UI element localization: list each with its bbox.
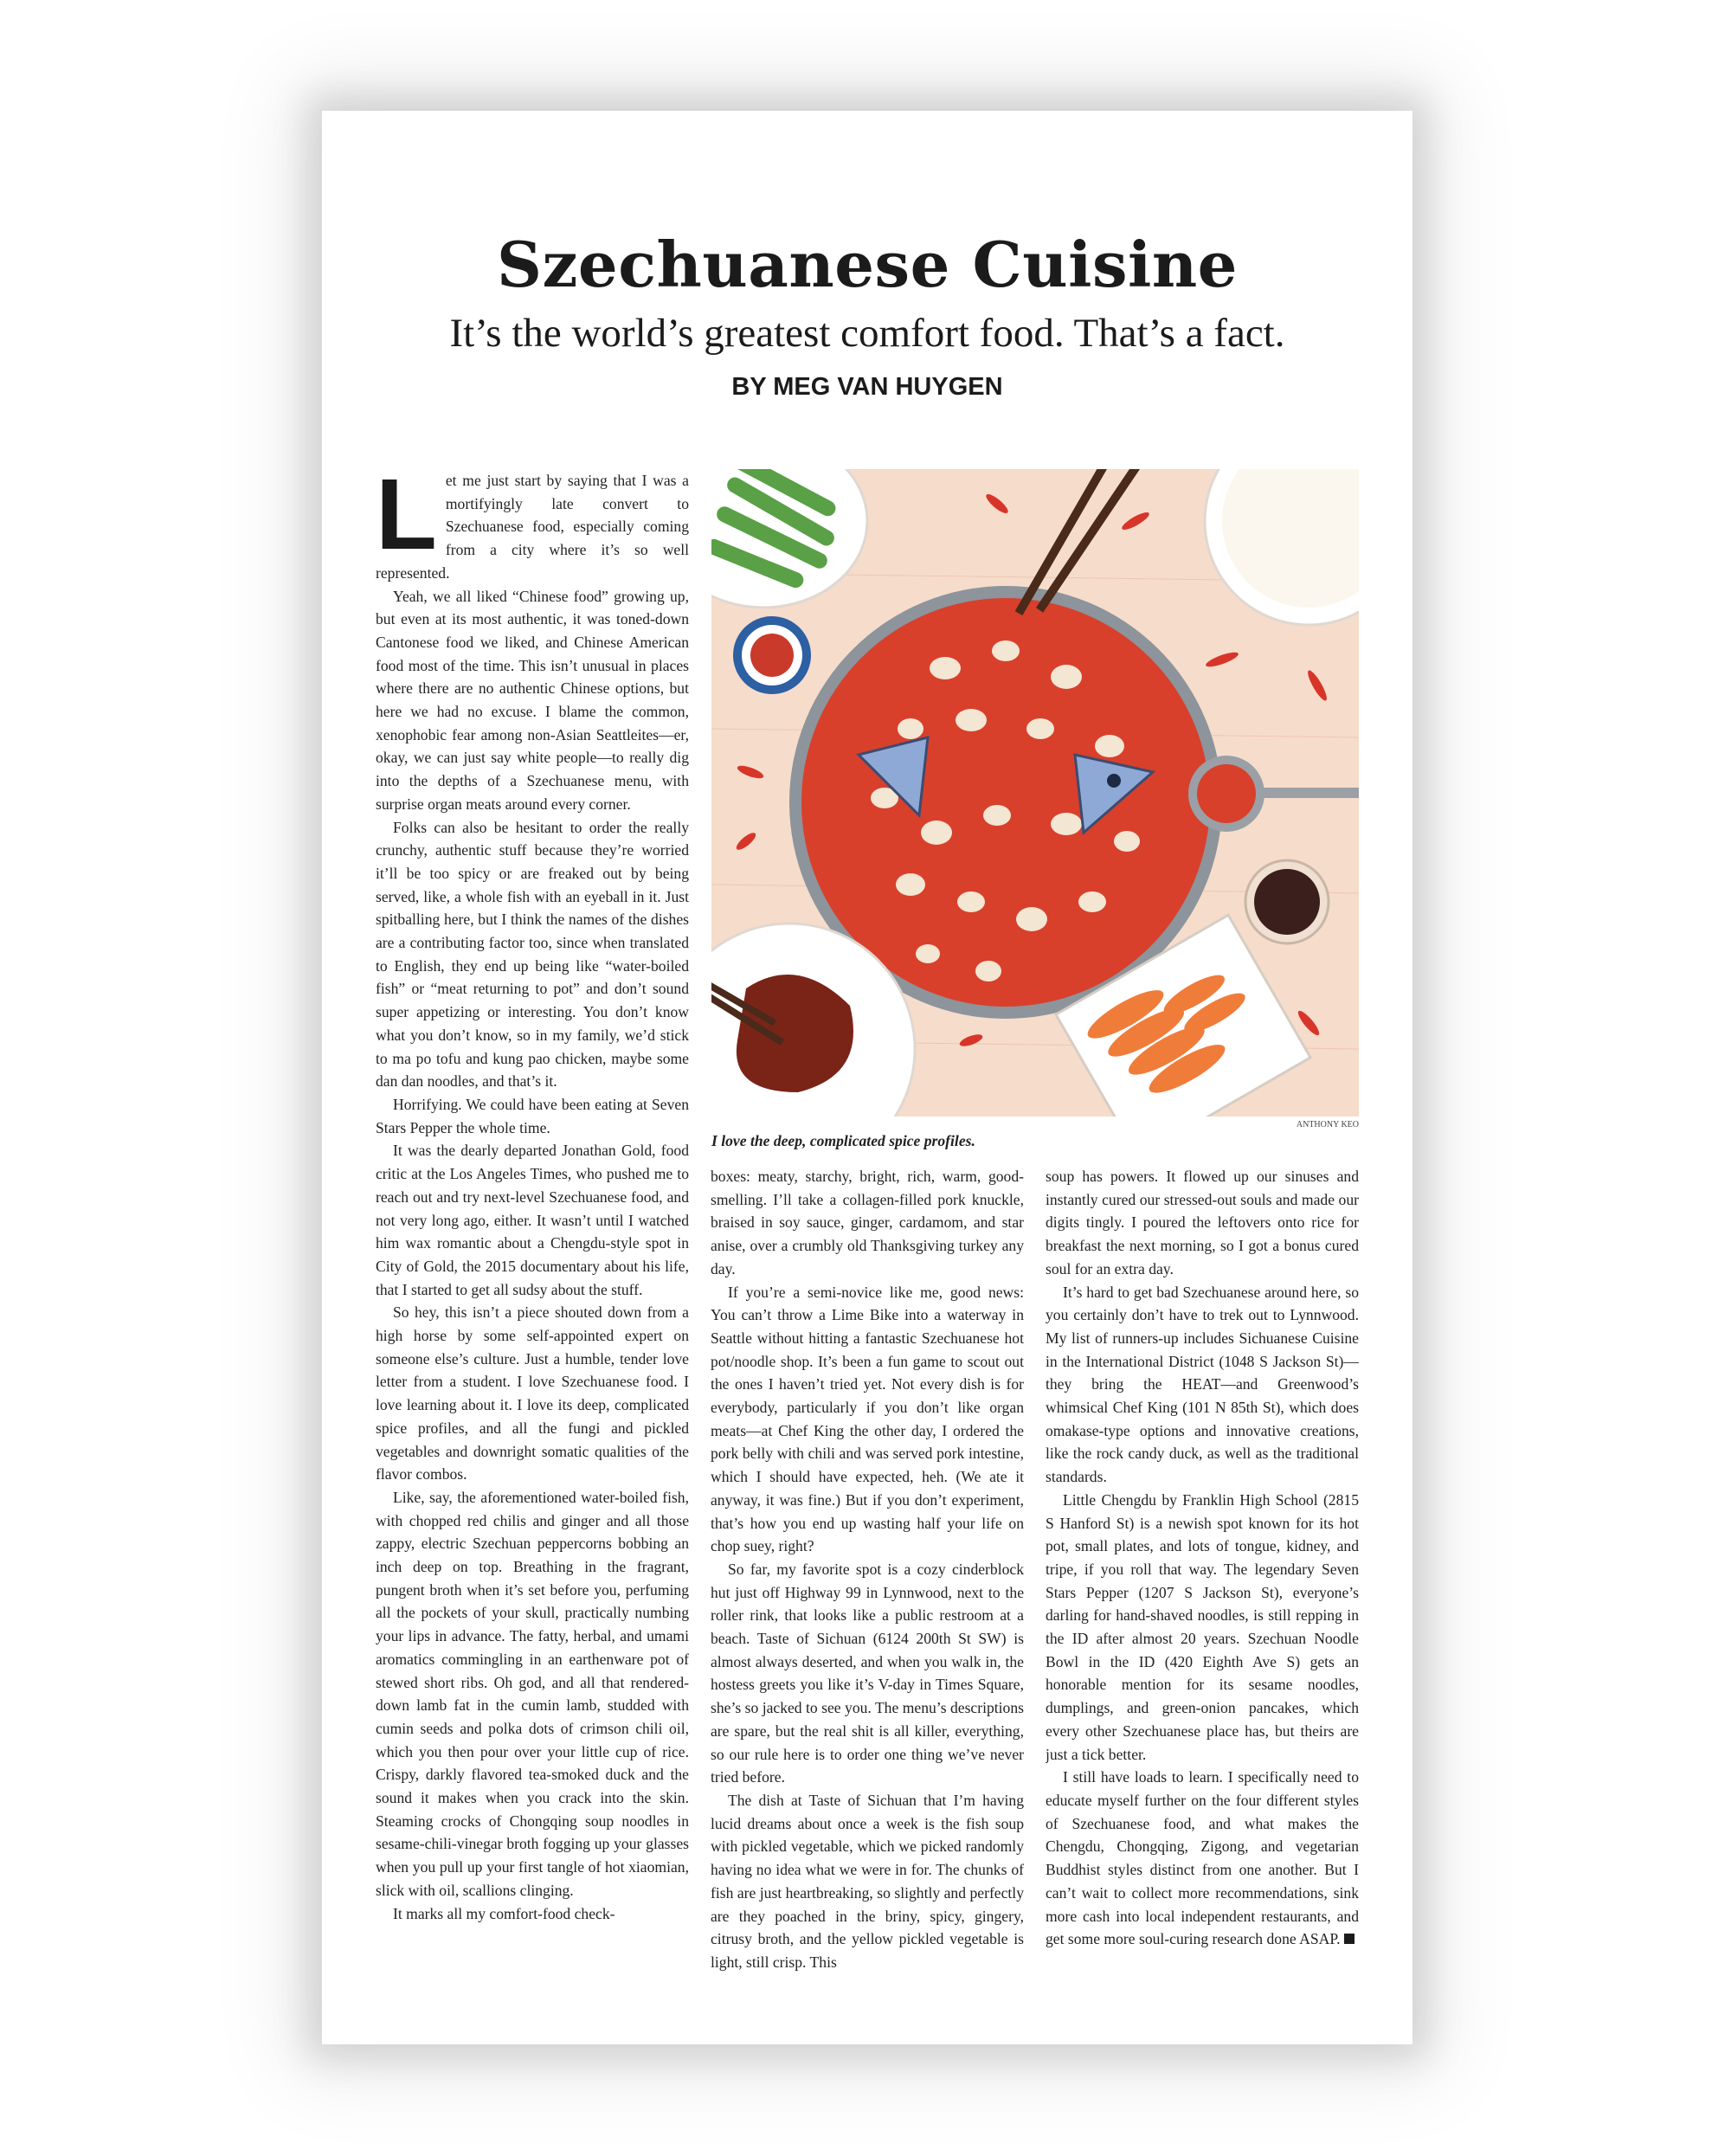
article-byline: BY MEG VAN HUYGEN [731,373,1003,401]
paragraph: soup has powers. It flowed up our sinuses and instantly cured our stressed-out souls and made our digits tingly. I poured the leftovers onto rice for breakfast the next morning, so I got a bonus cured soul for an extra day. [1046,1168,1359,1278]
paragraph-text: I still have loads to learn. I specifically need to educate myself further on the four different styles of Szechuanese food, and what makes the Chengdu, Chongqing, Zigong, and vegetarian Buddhist styles distinct from one another. But I can’t wait to collect more recommendations, sink more cash into local independent restaurants, and get some more soul-curing research done ASAP. [1046,1768,1359,1948]
article-title: Szechuanese Cuisine [497,228,1238,301]
paragraph: boxes: meaty, starchy, bright, rich, warm, good-smelling. I’ll take a collagen-filled pork knuckle, braised in soy sauce, ginger, cardamom, and star anise, over a crumbly old Thanksgiving turkey any day. [711,1168,1024,1278]
paragraph: So hey, this isn’t a piece shouted down from a high horse by some self-appointed expert on someone else’s culture. Just a humble, tender love letter from a student. I love Szechuanese food. I love learning about it. I love its deep, complicated spice profiles, and all the fungi and pickled vegetables and downright somatic qualities of the flavor combos. [376,1303,689,1483]
paragraph: It was the dearly departed Jonathan Gold, food critic at the Los Angeles Times, who pushed me to reach out and try next-level Szechuanese food, and not very long ago, either. It wasn’t until I watched him wax romantic about a Chengdu-style spot in City of Gold, the 2015 documentary about his life, that I started to get all sudsy about the stuff. [376,1142,689,1298]
paragraph: If you’re a semi-novice like me, good news: You can’t throw a Lime Bike into a waterway in Seattle without hitting a fantastic Szechuanese hot pot/noodle shop. It’s been a fun game to scout out the ones I haven’t tried yet. Not every dish is for everybody, particularly if you don’t like organ meats—at Chef King the other day, I ordered the pork belly with chili and was served pork intestine, which I should have expected, heh. (We ate it anyway, it was fine.) But if you don’t experiment, that’s how you end up wasting half your life on chop suey, right? [711,1283,1024,1555]
end-mark-icon [1344,1934,1355,1944]
paragraph: It’s hard to get bad Szechuanese around here, so you certainly don’t have to trek out to Lynnwood. My list of runners-up includes Sichuanese Cuisine in the International District (1048 S Jackson St)—they bring the HEAT—and Greenwood’s whimsical Chef King (101 N 85th St), which does omakase-type options and innovative creations, like the rock candy duck, as well as the traditional standards. [1046,1283,1359,1486]
article-subtitle: It’s the world’s greatest comfort food. That’s a fact. [449,311,1285,356]
paragraph: Yeah, we all liked “Chinese food” growing up, but even at its most authentic, it was toned-down Cantonese food we liked, and Chinese American food most of the time. This isn’t unusual in places where there are no authentic Chinese options, but here we had no excuse. I blame the common, xenophobic fear among non-Asian Seattleites—er, okay, we can just say white people—to really dig into the depths of a Szechuanese menu, with surprise organ meats around every corner. [376,587,689,813]
body-column-2 [711,1165,1024,2027]
paragraph: So far, my favorite spot is a cozy cinderblock hut just off Highway 99 in Lynnwood, next to the roller rink, that looks like a public restroom at a beach. Taste of Sichuan (6124 200th St SW) is almost always deserted, and when you walk in, the hostess greets you like it’s V-day in Times Square, she’s so jacked to see you. The menu’s descriptions are spare, but the real shit is all killer, everything, so our rule here is to order one thing we’ve never tried before. [711,1560,1024,1786]
paragraph: Like, say, the aforementioned water-boiled fish, with chopped red chilis and ginger and all those zappy, electric Szechuan peppercorns bobbing an inch deep on top. Breathing in the fragrant, pungent broth when it’s set before you, perfuming all the pockets of your skull, practically numbing your lips in advance. The fatty, herbal, and umami aromatics commingling in an earthenware pot of stewed short ribs. Oh god, and all that rendered-down lamb fat in the cumin lamb, studded with cumin seeds and polka dots of crimson chili oil, which you then pour over your little cup of rice. Crispy, darkly flavored tea-smoked duck and the sound it makes when you crack into the skin. Steaming crocks of Chongqing soup noodles in sesame-chili-vinegar broth fogging up your glasses when you pull up your first tangle of hot xiaomian, slick with oil, scallions clinging. [376,1488,689,1899]
paragraph [1046,1766,1359,1951]
paragraph: Little Chengdu by Franklin High School (2815 S Hanford St) is a newish spot known for its hot pot, small plates, and lots of tongue, kidney, and tripe, if you roll that way. The legendary Seven Stars Pepper (1207 S Jackson St), everyone’s darling for hand-shaved noodles, is still repping in the ID after almost 20 years. Szechuan Noodle Bowl in the ID (420 Eighth Ave S) gets an honorable mention for its sesame noodles, dumplings, and green-onion pancakes, which every other Szechuanese place has, but theirs are just a tick better. [1046,1490,1359,1763]
body-column-3 [1046,1165,1359,2027]
paragraph: et me just start by saying that I was a mortifyingly late convert to Szechuanese food, especially coming from a city where it’s so well represented. [376,472,689,582]
paragraph: The dish at Taste of Sichuan that I’m having lucid dreams about once a week is the fish soup with pickled vegetable, which we picked randomly having no idea what we were in for. The chunks of fish are just heartbreaking, so slightly and perfectly are they poached in the briny, spicy, gingery, citrusy broth, and the yellow pickled vegetable is light, still crisp. This [711,1791,1024,1971]
magazine-page [322,111,1412,2044]
paragraph: Folks can also be hesitant to order the really crunchy, authentic stuff because they’re worried it’ll be too spicy or are freaked out by being served, like, a whole fish with an eyeball in it. Just spitballing here, but I think the names of the dishes are a contributing factor too, since when translated to English, they end up being like “water-boiled fish” or “meat returning to pot” and don’t sound super appetizing or interesting. You don’t know what you don’t know, so in my family, we’d stick to ma po tofu and kung pao chicken, maybe some dan dan noodles, and that’s it. [376,818,689,1091]
illustration-credit: ANTHONY KEO [1296,1120,1359,1129]
paragraph: It marks all my comfort-food check- [393,1904,615,1922]
paragraph: Horrifying. We could have been eating at Seven Stars Pepper the whole time. [376,1095,689,1136]
drop-cap: L [376,469,437,570]
body-column-1 [376,469,689,2027]
illustration-caption: I love the deep, complicated spice profiles. [711,1132,975,1149]
hot-pot-illustration [711,469,1359,1117]
